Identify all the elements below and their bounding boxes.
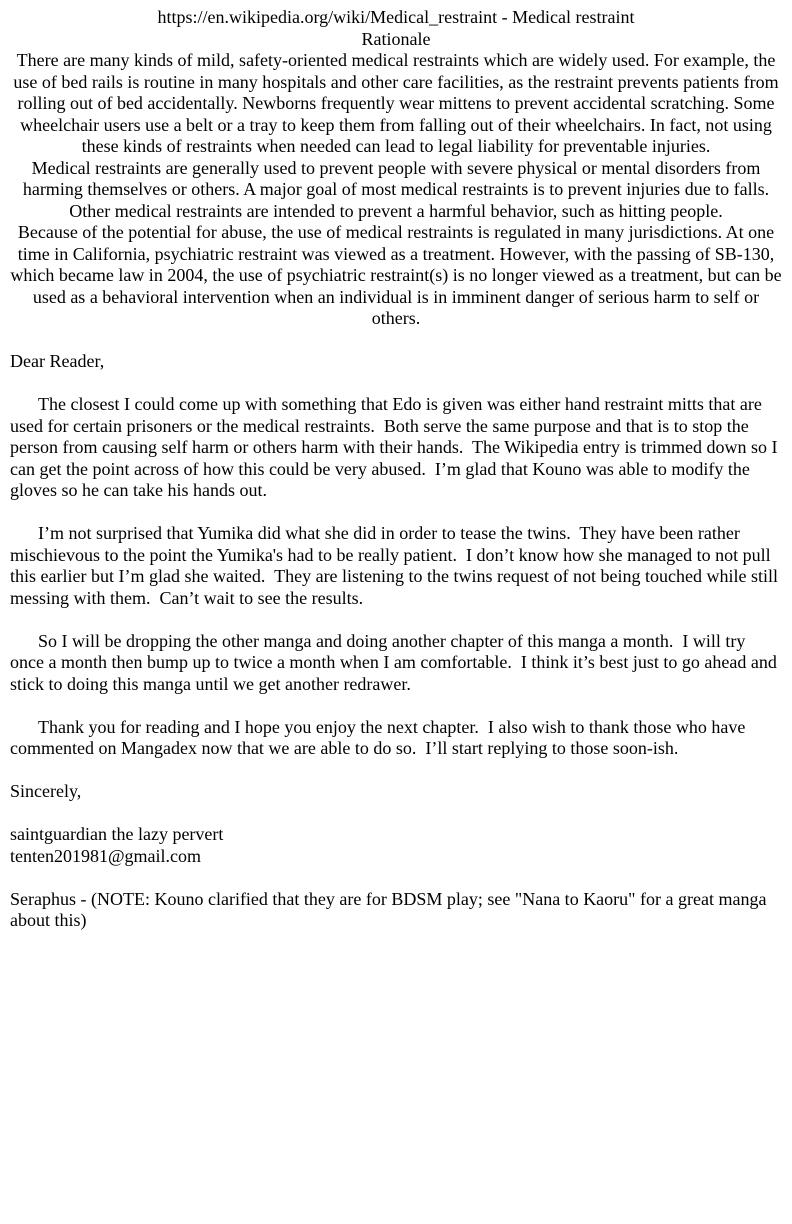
postscript-note: Seraphus - (NOTE: Kouno clarified that they are for BDSM play; see "Nana to Kaoru" for a great manga about this): [10, 888, 771, 930]
letter-closing: Sincerely,: [10, 781, 82, 801]
signature-name: saintguardian the lazy pervert: [10, 824, 224, 844]
excerpt-paragraph: Because of the potential for abuse, the use of medical restraints is regulated in many jurisdictions. At one time in California, psychiatric restraint was viewed as a treatment. However, with the passing of SB-130, which became law in 2004, the use of psychiatric restraint(s) is no longer viewed as a treatment, but can be used as a behavioral intervention when an individual is in imminent danger of serious harm to self or others.: [10, 222, 782, 328]
excerpt-paragraph: Medical restraints are generally used to prevent people with severe physical or mental disorders from harming themselves or others. A major goal of most medical restraints is to prevent injuries due to falls. Other medical restraints are intended to prevent a harmful behavior, such as hitting people.: [22, 157, 770, 221]
excerpt-paragraph: There are many kinds of mild, safety-oriented medical restraints which are widely used. For example, the use of bed rails is routine in many hospitals and other care facilities, as the restraint prevents patients from rolling out of bed accidentally. Newborns frequently wear mittens to prevent accidental scratching. Some wheelchair users use a belt or a tray to keep them from falling out of their wheelchairs. In fact, not using these kinds of restraints when needed can lead to legal liability for preventable injuries.: [13, 50, 779, 156]
wikipedia-excerpt-section: [10, 7, 782, 330]
signature-email: tenten201981@gmail.com: [10, 845, 202, 866]
excerpt-heading: Rationale: [361, 28, 431, 49]
reader-letter-section: [10, 351, 782, 932]
letter-paragraph: The closest I could come up with something that Edo is given was either hand restraint mitts that are used for certain prisoners or the medical restraints. Both serve the same purpose and that is to stop the person from causing self harm or others harm with their hands. The Wikipedia entry is trimmed down so I can get the point across of how this could be very abused. I’m glad that Kouno was able to modify the gloves so he can take his hands out.: [10, 394, 782, 500]
source-url-line: https://en.wikipedia.org/wiki/Medical_restraint - Medical restraint: [157, 7, 635, 27]
letter-paragraph: Thank you for reading and I hope you enjoy the next chapter. I also wish to thank those who have commented on Mangadex now that we are able to do so. I’ll start replying to those soon-ish.: [10, 716, 750, 758]
letter-paragraph: I’m not surprised that Yumika did what she did in order to tease the twins. They have been rather mischievous to the point the Yumika's had to be really patient. I don’t know how she managed to not pull this earlier but I’m glad she waited. They are listening to the twins request of not being touched while still messing with them. Can’t wait to see the results.: [10, 523, 783, 608]
letter-paragraph: So I will be dropping the other manga and doing another chapter of this manga a month. I will try once a month then bump up to twice a month when I am comfortable. I think it’s best just to go ahead and stick to doing this manga until we get another redrawer.: [10, 630, 782, 694]
letter-salutation: Dear Reader,: [10, 351, 105, 371]
